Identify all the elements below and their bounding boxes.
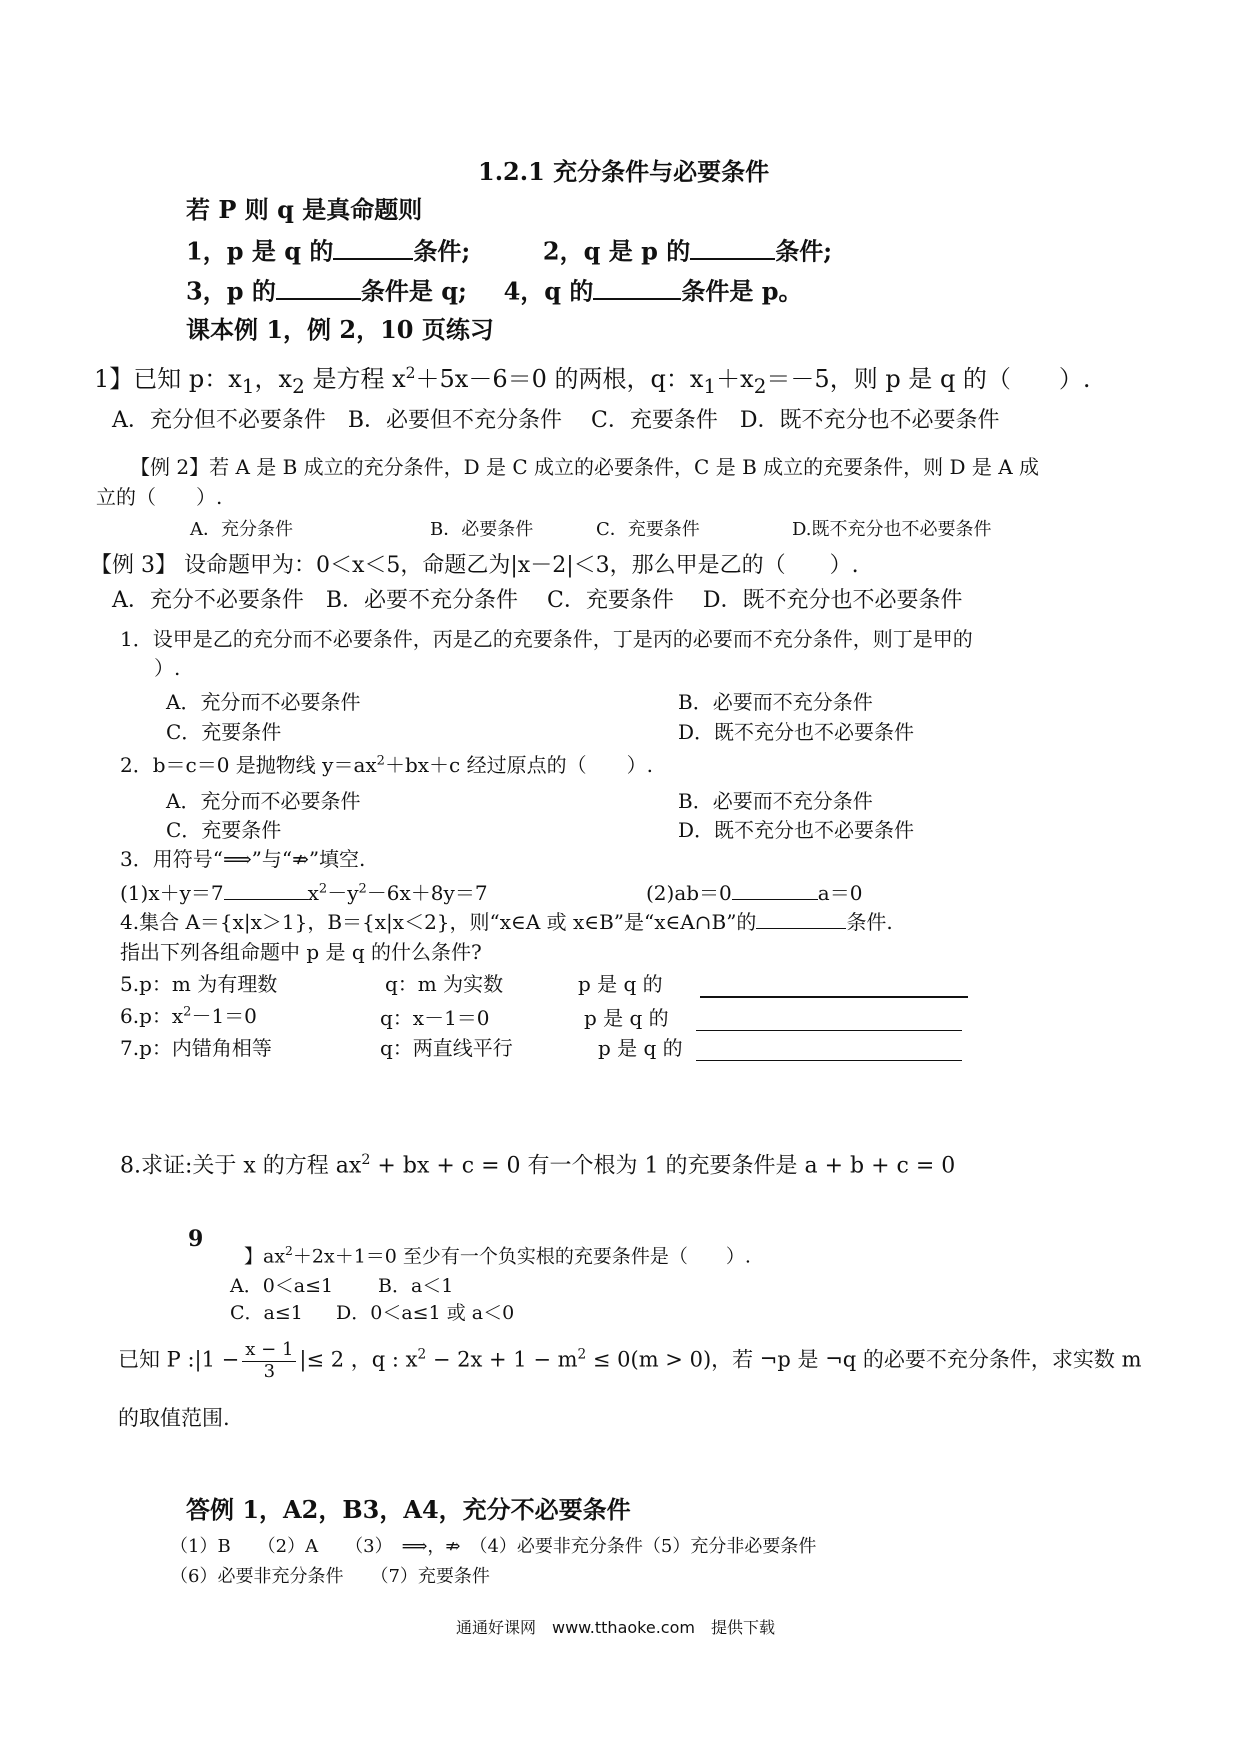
q5-relation: p 是 q 的	[578, 972, 663, 996]
example-3-options: A．充分不必要条件 B．必要不充分条件 C．充要条件 D．既不充分也不必要条件	[112, 588, 963, 613]
q4-question	[120, 910, 893, 934]
q9-option-d: D．0＜a≤1 或 a＜0	[336, 1302, 515, 1324]
intro-line-0: 若 P 则 q 是真命题则	[186, 195, 423, 224]
q9-option-c: C．a≤1	[230, 1302, 303, 1324]
q2-question	[120, 753, 653, 777]
intro-1c: 2，q 是 p 的	[542, 236, 691, 266]
q3-part-2	[646, 881, 862, 905]
intro-line-1	[186, 236, 832, 266]
example-2-option-c: C．充要条件	[596, 519, 700, 540]
answers-line-1: （1）B （2）A （3） ⟹，⇏ （4）必要非充分条件（5）充分非必要条件	[170, 1536, 817, 1557]
q1-option-b: B．必要而不充分条件	[678, 690, 873, 714]
q1-option-d: D．既不充分也不必要条件	[678, 720, 915, 744]
q6-q: q：x－1＝0	[380, 1006, 490, 1030]
answers-heading: 答例 1，A2，B3，A4，充分不必要条件	[186, 1495, 631, 1524]
q10-sup: 2	[417, 1346, 427, 1363]
q3-text: (2)ab＝0	[646, 881, 732, 905]
q6-text: －1＝0	[191, 1004, 257, 1028]
q8-question	[120, 1152, 955, 1180]
intro-2d: 条件是 p。	[681, 276, 803, 306]
ex1-sub: 2	[292, 373, 305, 398]
q3-sup: 2	[358, 881, 367, 897]
intro-2c: 4，q 的	[503, 276, 594, 306]
q10-text: ≤ 0(m > 0)，若 ¬p 是 ¬q 的必要不充分条件，求实数 m	[586, 1347, 1142, 1372]
ex1-text: ，x	[254, 365, 293, 393]
q10-question	[118, 1340, 1142, 1382]
example-2-line-2: 立的（ ）.	[96, 485, 223, 509]
example-2-option-a: A．充分条件	[190, 519, 293, 540]
q8-sup: 2	[361, 1152, 371, 1168]
example-2-line-1: 【例 2】若 A 是 B 成立的充分条件，D 是 C 成立的必要条件，C 是 B 成立的充要条件，则 D 是 A 成	[130, 455, 1040, 479]
answer-blank	[224, 881, 308, 900]
q7-answer-line	[696, 1060, 962, 1061]
q9-text: 】ax	[244, 1245, 286, 1268]
ex1-sub: 1	[703, 373, 717, 398]
q2-sup: 2	[376, 753, 385, 769]
q3-text: x	[307, 881, 319, 905]
q10-text: |≤ 2 ，q : x	[299, 1347, 418, 1372]
ex1-text: ＋5x－6＝0 的两根，q：x	[415, 365, 704, 393]
q6-sup: 2	[183, 1004, 192, 1020]
answer-blank	[333, 236, 413, 260]
q2-option-b: B．必要而不充分条件	[678, 789, 873, 813]
q1-option-a: A．充分而不必要条件	[166, 690, 361, 714]
q1-line-1: 1．设甲是乙的充分而不必要条件，丙是乙的充要条件，丁是丙的必要而不充分条件，则丁是甲的	[120, 627, 973, 651]
answer-blank	[756, 910, 846, 929]
fraction-denominator: 3	[263, 1360, 276, 1382]
q3-question: 3．用符号“⟹”与“⇏”填空.	[120, 847, 366, 871]
answers-line-2: （6）必要非充分条件 （7）充要条件	[170, 1566, 490, 1587]
q3-part-1	[120, 881, 488, 905]
q7-relation: p 是 q 的	[598, 1036, 683, 1060]
intro-2a: 3，p 的	[186, 276, 276, 306]
q2-option-a: A．充分而不必要条件	[166, 789, 361, 813]
example-2-option-d: D.既不充分也不必要条件	[792, 519, 992, 540]
q7-q: q：两直线平行	[380, 1036, 513, 1060]
q4-intro: 指出下列各组命题中 p 是 q 的什么条件?	[120, 940, 482, 964]
q6-answer-line	[696, 1030, 962, 1031]
q2-text: 2．b＝c＝0 是抛物线 y＝ax	[120, 753, 377, 777]
intro-1b: 条件;	[413, 236, 471, 266]
q8-text: 8.求证:关于 x 的方程 ax	[120, 1153, 362, 1179]
q10-sup: 2	[577, 1346, 587, 1363]
q2-text: ＋bx＋c 经过原点的（ ）.	[384, 753, 653, 777]
answer-blank	[732, 881, 818, 900]
fraction-numerator: x − 1	[242, 1340, 296, 1362]
example-3-question: 【例 3】 设命题甲为：0＜x＜5，命题乙为|x－2|＜3，那么甲是乙的（ ）.	[90, 553, 859, 578]
q4-text: 4.集合 A＝{x|x＞1}，B＝{x|x＜2}，则“x∈A 或 x∈B”是“x∈A∩B”的	[120, 910, 757, 934]
q4-text: 条件.	[846, 910, 893, 934]
page-footer: 通通好课网 www.tthaoke.com 提供下载	[456, 1618, 775, 1637]
intro-1a: 1，p 是 q 的	[186, 236, 334, 266]
q10-text: 已知 P :|1 −	[118, 1347, 240, 1372]
q9-sup: 2	[285, 1244, 293, 1258]
ex1-sup: 2	[405, 364, 416, 382]
q3-text: (1)x＋y＝7	[120, 881, 224, 905]
answer-blank	[276, 276, 361, 300]
q3-text: －6x＋8y＝7	[366, 881, 488, 905]
q6-relation: p 是 q 的	[584, 1006, 669, 1030]
q3-sup: 2	[318, 881, 328, 897]
ex1-text: 1】已知 p：x	[94, 365, 242, 393]
q9-text: ＋2x＋1＝0 至少有一个负实根的充要条件是（ ）.	[292, 1245, 751, 1268]
intro-1d: 条件;	[775, 236, 833, 266]
intro-line-2	[186, 276, 803, 306]
answer-blank	[593, 276, 681, 300]
q10-text: − 2x + 1 − m	[426, 1347, 578, 1372]
q9-question	[244, 1244, 751, 1268]
ex1-sub: 1	[241, 373, 255, 398]
example-1-options: A．充分但不必要条件 B．必要但不充分条件 C．充要条件 D．既不充分也不必要条件	[112, 408, 1000, 433]
q8-text: + bx + c = 0 有一个根为 1 的充要条件是 a + b + c = 0	[370, 1153, 956, 1179]
q9-option-a: A．0＜a≤1	[230, 1275, 334, 1297]
q5-q: q：m 为实数	[385, 972, 504, 996]
intro-line-3: 课本例 1，例 2，10 页练习	[186, 315, 494, 344]
ex1-text: 是方程 x	[304, 365, 406, 393]
q9-option-b: B．a＜1	[378, 1275, 454, 1297]
q10-fraction	[242, 1340, 296, 1382]
answer-blank	[690, 236, 775, 260]
ex1-sub: 2	[753, 373, 767, 398]
ex1-text: ＝－5，则 p 是 q 的（ ）.	[766, 365, 1091, 393]
q7-p: 7.p：内错角相等	[120, 1036, 272, 1060]
q1-option-c: C．充要条件	[166, 720, 282, 744]
q2-option-d: D．既不充分也不必要条件	[678, 818, 915, 842]
q6-text: 6.p：x	[120, 1004, 184, 1028]
q1-line-2: ）.	[154, 656, 181, 680]
example-1-question	[94, 364, 1091, 398]
q5-p: 5.p：m 为有理数	[120, 972, 278, 996]
q10-line-2: 的取值范围.	[118, 1406, 230, 1430]
page-title: 1.2.1 充分条件与必要条件	[478, 157, 770, 186]
example-2-option-b: B．必要条件	[430, 519, 534, 540]
q6-p	[120, 1004, 257, 1028]
q3-text: －y	[327, 881, 359, 905]
q3-text: a＝0	[817, 881, 863, 905]
intro-2b: 条件是 q;	[360, 276, 467, 306]
ex1-text: ＋x	[716, 365, 754, 393]
q5-answer-line	[700, 996, 968, 998]
q9-number: 9	[188, 1226, 204, 1252]
q2-option-c: C．充要条件	[166, 818, 282, 842]
